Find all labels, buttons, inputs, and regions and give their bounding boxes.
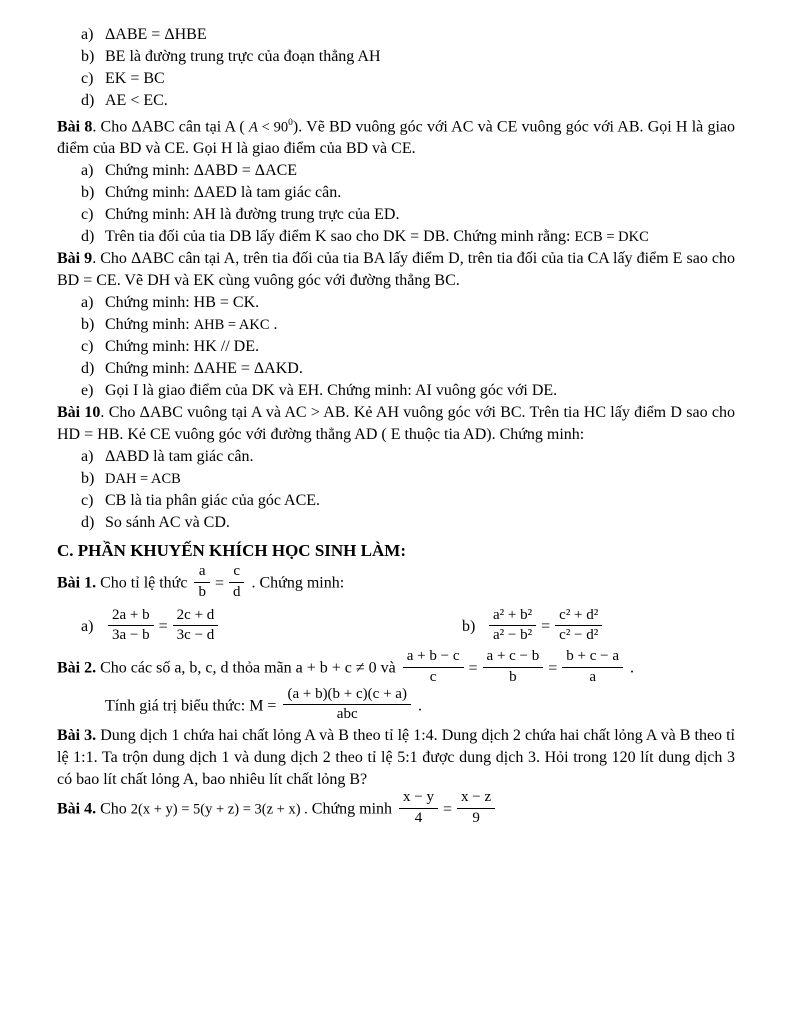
fraction-numerator: x − z [461,789,492,806]
bai2-tail: . [626,659,635,677]
intro-item-a [57,24,735,46]
item-text: ΔABD là tam giác cân. [105,448,254,466]
fraction-denominator: c [403,667,464,686]
fraction-denominator: c² − d² [555,625,602,644]
bai8-angle-var: A [248,119,258,136]
bai3-label: Bài 3. [57,727,97,745]
item-marker: b) [81,470,95,488]
item-marker: d) [81,228,95,246]
item-marker: b) [81,48,95,65]
bai10-item-c [57,490,735,512]
bai2-expression-line [57,685,735,726]
intro-item-d [57,90,735,112]
bai3-text: Dung dịch 1 chứa hai chất lỏng A và B theo tỉ lệ 1:4. Dung dịch 2 chứa hai chất lỏng A và B theo tỉ lệ 1:1. Ta trộn dung dịch 1 và dung dịch 2 theo tỉ lệ 5:1 được dung dịch 3. Hỏi trong 120 lít dung dịch 3 có bao lít chất lỏng A, bao nhiêu lít chất lỏng B? [57,727,735,789]
bai1-text-1: Cho tỉ lệ thức [96,574,192,592]
intro-item-c [57,68,735,90]
item-text: Chứng minh: [105,316,194,334]
bai10-item-b [57,468,735,490]
item-math: AHB = AKC [193,317,270,334]
equals-sign: = [468,659,478,677]
fraction-denominator: 9 [457,808,495,827]
item-marker: b) [462,618,476,636]
item-marker: d) [81,514,95,532]
fraction [489,607,536,645]
fraction [483,648,544,686]
item-text: Gọi I là giao điểm của DK và EH. Chứng minh: AI vuông góc với DE. [105,382,558,400]
bai1-items-row [57,606,735,647]
bai9-item-d [57,358,735,380]
bai9-item-b [57,314,735,336]
item-text: Chứng minh: ΔAHE = ΔAKD. [105,360,303,378]
bai2-text-2: Tính giá trị biểu thức: M = [105,697,281,715]
fraction-numerator: a + b − c [406,648,460,665]
fraction [229,563,245,601]
fraction [399,789,438,827]
intro-item-b [57,46,735,68]
item-text: Chứng minh: ΔABD = ΔACE [105,162,298,180]
item-marker: a) [81,448,94,466]
fraction [194,563,210,601]
bai4-text-1: Cho [96,800,131,818]
equals-sign: = [541,618,551,636]
fraction-denominator: b [483,667,544,686]
item-marker: a) [81,294,94,312]
item-text: EK = BC [105,70,165,87]
fraction-denominator: 3a − b [108,625,154,644]
fraction-numerator: a [198,563,206,580]
bai8-item-c [57,204,735,226]
fraction-denominator: d [229,582,245,601]
item-marker: c) [81,206,94,224]
fraction-denominator: a² − b² [489,625,536,644]
item-marker: b) [81,316,95,334]
bai9-label: Bài 9 [57,250,93,268]
item-text: So sánh AC và CD. [105,514,230,532]
item-text: Chứng minh: AH là đường trung trực của ED. [105,206,400,224]
equals-sign: = [548,659,558,677]
bai1-text-2: . Chứng minh: [247,574,345,592]
bai9-item-e [57,380,735,402]
item-text: AE < EC. [105,92,168,109]
item-text: Chứng minh: HB = CK. [105,294,260,312]
fraction-denominator: 4 [399,808,438,827]
item-marker: d) [81,92,95,109]
fraction-denominator: b [194,582,210,601]
item-marker: e) [81,382,94,400]
item-marker: a) [81,618,94,636]
fraction-numerator: 2a + b [112,606,150,623]
bai2-paragraph [57,650,735,688]
fraction-numerator: b + c − a [566,648,620,665]
bai8-text-2: ). Vẽ BD vuông góc với AC và CE vuông góc với AB. Gọi H là giao điểm của BD và CE. Gọi H là giao điểm của BD và CE. [57,118,735,158]
fraction-numerator: 2c + d [176,606,215,623]
item-text-tail: . [269,316,278,334]
fraction [283,686,410,724]
item-text: BE là đường trung trực của đoạn thẳng AH [105,48,381,65]
fraction-numerator: c [233,563,241,580]
bai4-label: Bài 4. [57,800,97,818]
fraction-denominator: a [562,667,623,686]
bai1-paragraph [57,565,735,603]
bai10-text: . Cho ΔABC vuông tại A và AC > AB. Kẻ AH vuông góc với BC. Trên tia HC lấy điểm D sao cho HD = HB. Kẻ CE vuông góc với đường thẳng AD ( E thuộc tia AD). Chứng minh: [57,404,736,444]
fraction [403,648,464,686]
equals-sign: = [158,618,168,636]
bai2-text-1: Cho các số a, b, c, d thỏa mãn a + b + c ≠ 0 và [96,659,400,677]
bai9-text: . Cho ΔABC cân tại A, trên tia đối của tia BA lấy điểm D, trên tia đối của tia CA lấy điểm E sao cho BD = CE. Vẽ DH và EK cùng vuông góc với đường thẳng BC. [57,250,736,290]
item-marker: a) [81,26,94,43]
bai8-label: Bài 8 [57,118,93,136]
item-marker: d) [81,360,95,378]
fraction [562,648,623,686]
fraction [173,607,219,645]
fraction-denominator: 3c − d [173,625,219,644]
bai4-text-2: Chứng minh [307,800,397,818]
bai9-paragraph [57,248,735,292]
bai8-item-d [57,226,735,248]
item-marker: c) [81,70,94,87]
bai10-item-d [57,512,735,534]
fraction [555,607,602,645]
fraction-numerator: a² + b² [493,606,533,623]
bai8-paragraph [57,112,735,160]
item-text: Trên tia đối của tia DB lấy điểm K sao cho DK = DB. Chứng minh rằng: [105,228,575,246]
item-marker: c) [81,492,94,510]
item-text: Chứng minh: HK // DE. [105,338,260,356]
item-text: Chứng minh: ΔAED là tam giác cân. [105,184,342,202]
bai2-label: Bài 2. [57,659,97,677]
bai8-text-1: . Cho ΔABC cân tại A ( [92,118,249,136]
section-heading: C. PHẦN KHUYẾN KHÍCH HỌC SINH LÀM: [57,541,406,561]
bai1-item-b [462,606,605,647]
bai3-paragraph [57,725,735,791]
bai4-equation: 2(x + y) = 5(y + z) = 3(z + x) . [130,801,308,818]
item-math: ECB = DKC [574,229,649,246]
bai10-item-a [57,446,735,468]
bai4-paragraph [57,791,735,829]
bai10-paragraph [57,402,735,446]
bai8-item-b [57,182,735,204]
bai8-item-a [57,160,735,182]
fraction-denominator: abc [283,704,410,723]
fraction-numerator: c² + d² [559,606,599,623]
equals-sign: = [214,574,224,592]
fraction-numerator: a + c − b [486,648,540,665]
item-text: CB là tia phân giác của góc ACE. [105,492,321,510]
item-marker: a) [81,162,94,180]
bai1-item-a [81,606,462,647]
bai1-label: Bài 1. [57,574,97,592]
fraction-numerator: (a + b)(b + c)(c + a) [287,685,407,702]
bai8-angle-sup: 0 [288,118,293,128]
bai9-item-a [57,292,735,314]
item-marker: b) [81,184,95,202]
bai8-angle-rel: < 90 [257,119,289,136]
equals-sign: = [442,800,453,818]
fraction [457,789,495,827]
bai9-item-c [57,336,735,358]
bai10-label: Bài 10 [57,404,101,422]
fraction-numerator: x − y [403,789,434,806]
bai2-tail-2: . [413,697,422,715]
item-text: ΔABE = ΔHBE [105,26,207,43]
fraction [108,607,154,645]
item-marker: c) [81,338,94,356]
item-math: DAH = ACB [105,471,181,488]
